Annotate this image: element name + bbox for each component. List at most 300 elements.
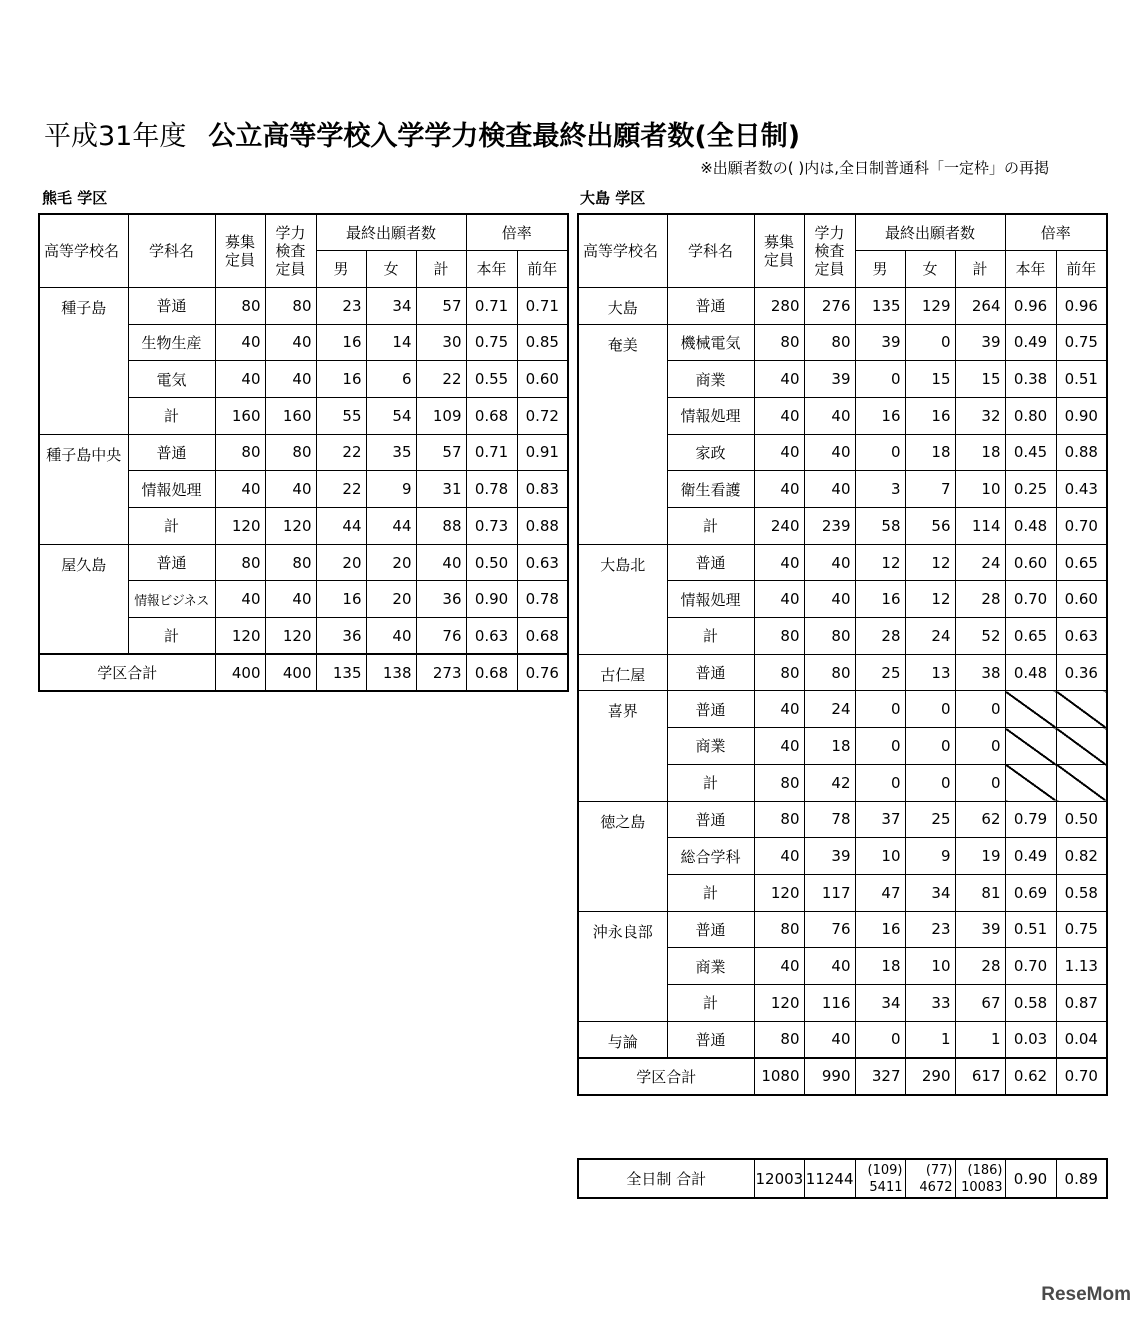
ratio-last-year-cell: 0.36 <box>1056 654 1107 691</box>
header-this-year: 本年 <box>1005 251 1056 288</box>
table-row <box>578 544 1107 581</box>
ratio-last-year-cell: 0.70 <box>1056 508 1107 545</box>
dept-cell: 普通 <box>667 287 754 324</box>
dept-cell: 生物生産 <box>128 324 215 361</box>
capacity-cell: 40 <box>215 324 265 361</box>
total-cell: 40 <box>416 544 466 581</box>
header-exam-capacity: 学力 検査 定員 <box>265 214 316 287</box>
male-cell: 25 <box>855 654 905 691</box>
ratio-last-year-cell: 0.60 <box>517 361 568 398</box>
capacity-cell: 80 <box>754 654 804 691</box>
table-row <box>578 728 1107 765</box>
exam-capacity-cell: 40 <box>804 434 855 471</box>
total-cell: 109 <box>416 397 466 434</box>
district-total-capacity-cell: 400 <box>215 654 265 691</box>
female-cell: 129 <box>905 287 955 324</box>
ratio-last-year-cell: 0.50 <box>1056 801 1107 838</box>
total-cell: 264 <box>955 287 1005 324</box>
header-last-year: 前年 <box>1056 251 1107 288</box>
district-total-row <box>578 1058 1107 1095</box>
table-row <box>578 874 1107 911</box>
ratio-this-year-cell: 0.70 <box>1005 948 1056 985</box>
school-name-cell <box>39 618 128 655</box>
male-cell: 16 <box>855 397 905 434</box>
district-total-label: 学区合計 <box>39 654 215 691</box>
grand-total-ratio-last-year: 0.89 <box>1056 1159 1107 1198</box>
exam-capacity-cell: 40 <box>265 471 316 508</box>
ratio-last-year-cell: 1.13 <box>1056 948 1107 985</box>
ratio-this-year-cell: 0.58 <box>1005 984 1056 1021</box>
school-name-cell: 沖永良部 <box>578 911 667 948</box>
total-cell: 32 <box>955 397 1005 434</box>
total-cell: 0 <box>955 764 1005 801</box>
ratio-this-year-cell: 0.63 <box>466 618 517 655</box>
ratio-this-year-cell: 0.68 <box>466 397 517 434</box>
header-exam-capacity: 学力 検査 定員 <box>804 214 855 287</box>
male-cell: 16 <box>316 361 366 398</box>
total-cell: 28 <box>955 581 1005 618</box>
ratio-last-year-cell: 0.43 <box>1056 471 1107 508</box>
table-row <box>578 1021 1107 1058</box>
exam-capacity-cell: 40 <box>804 471 855 508</box>
total-cell: 38 <box>955 654 1005 691</box>
dept-cell: 総合学科 <box>667 838 754 875</box>
exam-capacity-cell: 80 <box>265 434 316 471</box>
capacity-cell: 120 <box>215 508 265 545</box>
ratio-this-year-cell: 0.96 <box>1005 287 1056 324</box>
table-row <box>39 397 568 434</box>
district-total-ratio-this-year-cell: 0.68 <box>466 654 517 691</box>
title-year: 平成31年度 <box>44 121 187 152</box>
ratio-last-year-cell: 0.91 <box>517 434 568 471</box>
capacity-cell: 80 <box>754 801 804 838</box>
ratio-this-year-cell: 0.70 <box>1005 581 1056 618</box>
table-row <box>39 581 568 618</box>
ratio-last-year-cell: 0.87 <box>1056 984 1107 1021</box>
total-cell: 15 <box>955 361 1005 398</box>
capacity-cell: 280 <box>754 287 804 324</box>
dept-cell: 商業 <box>667 728 754 765</box>
female-cell: 0 <box>905 728 955 765</box>
female-cell: 54 <box>366 397 416 434</box>
capacity-cell: 40 <box>754 397 804 434</box>
ratio-last-year-cell: 0.85 <box>517 324 568 361</box>
total-cell: 19 <box>955 838 1005 875</box>
female-cell: 40 <box>366 618 416 655</box>
district-label-oshima: 大島 学区 <box>580 189 646 207</box>
male-cell: 36 <box>316 618 366 655</box>
capacity-cell: 80 <box>754 1021 804 1058</box>
male-cell: 28 <box>855 618 905 655</box>
ratio-this-year-cell: 0.55 <box>466 361 517 398</box>
exam-capacity-cell: 39 <box>804 361 855 398</box>
header-total: 計 <box>955 251 1005 288</box>
grand-total-male <box>855 1159 905 1198</box>
grand-total-table <box>577 1158 1108 1199</box>
school-name-cell: 大島北 <box>578 544 667 581</box>
female-cell: 25 <box>905 801 955 838</box>
female-cell: 44 <box>366 508 416 545</box>
exam-capacity-cell: 80 <box>265 544 316 581</box>
table-row <box>578 471 1107 508</box>
female-cell: 23 <box>905 911 955 948</box>
male-cell: 0 <box>855 434 905 471</box>
ratio-last-year-cell: 0.68 <box>517 618 568 655</box>
school-name-cell <box>578 984 667 1021</box>
dept-cell: 普通 <box>667 801 754 838</box>
capacity-cell: 80 <box>754 911 804 948</box>
ratio-last-year-cell: 0.88 <box>517 508 568 545</box>
total-cell: 62 <box>955 801 1005 838</box>
grand-total-male-paren: (109) <box>867 1162 903 1178</box>
female-cell: 56 <box>905 508 955 545</box>
school-name-cell <box>39 471 128 508</box>
ratio-this-year-cell: 0.73 <box>466 508 517 545</box>
table-row <box>39 287 568 324</box>
dept-cell: 普通 <box>128 287 215 324</box>
dept-cell: 情報処理 <box>128 471 215 508</box>
capacity-cell: 40 <box>754 361 804 398</box>
male-cell: 3 <box>855 471 905 508</box>
table-row <box>578 397 1107 434</box>
footnote: ※出願者数の( )内は,全日制普通科「一定枠」の再掲 <box>700 159 1049 177</box>
female-cell: 24 <box>905 618 955 655</box>
dept-cell: 家政 <box>667 434 754 471</box>
district-total-row <box>39 654 568 691</box>
total-cell: 76 <box>416 618 466 655</box>
male-cell: 34 <box>855 984 905 1021</box>
capacity-cell: 120 <box>215 618 265 655</box>
total-cell: 81 <box>955 874 1005 911</box>
capacity-cell: 80 <box>754 618 804 655</box>
male-cell: 0 <box>855 728 905 765</box>
female-cell: 33 <box>905 984 955 1021</box>
ratio-last-year-cell: 0.72 <box>517 397 568 434</box>
male-cell: 18 <box>855 948 905 985</box>
ratio-this-year-cell: 0.79 <box>1005 801 1056 838</box>
female-cell: 18 <box>905 434 955 471</box>
dept-cell: 普通 <box>128 544 215 581</box>
header-female: 女 <box>366 251 416 288</box>
table-row <box>578 838 1107 875</box>
total-cell: 1 <box>955 1021 1005 1058</box>
dept-cell: 機械電気 <box>667 324 754 361</box>
table-row <box>39 508 568 545</box>
ratio-this-year-cell: 0.80 <box>1005 397 1056 434</box>
exam-capacity-cell: 276 <box>804 287 855 324</box>
exam-capacity-cell: 40 <box>804 581 855 618</box>
dept-cell: 普通 <box>667 911 754 948</box>
school-name-cell: 大島 <box>578 287 667 324</box>
ratio-this-year-cell: 0.65 <box>1005 618 1056 655</box>
school-name-cell <box>578 581 667 618</box>
exam-capacity-cell: 40 <box>804 544 855 581</box>
exam-capacity-cell: 42 <box>804 764 855 801</box>
district-total-exam-capacity-cell: 990 <box>804 1058 855 1095</box>
ratio-last-year-cell <box>1056 728 1107 765</box>
table-row <box>39 324 568 361</box>
grand-total-total-paren: (186) <box>967 1162 1003 1178</box>
male-cell: 16 <box>316 324 366 361</box>
dept-cell: 衛生看護 <box>667 471 754 508</box>
school-name-cell: 喜界 <box>578 691 667 728</box>
district-total-ratio-last-year-cell: 0.70 <box>1056 1058 1107 1095</box>
capacity-cell: 80 <box>754 764 804 801</box>
school-name-cell <box>578 948 667 985</box>
ratio-last-year-cell: 0.83 <box>517 471 568 508</box>
grand-total-exam: 11244 <box>804 1159 855 1198</box>
capacity-cell: 120 <box>754 874 804 911</box>
capacity-cell: 40 <box>754 471 804 508</box>
school-name-cell: 種子島 <box>39 287 128 324</box>
table-row <box>39 361 568 398</box>
female-cell: 12 <box>905 544 955 581</box>
grand-total-total-value: 10083 <box>961 1179 1003 1195</box>
capacity-cell: 80 <box>754 324 804 361</box>
school-name-cell: 古仁屋 <box>578 654 667 691</box>
district-total-female-cell: 138 <box>366 654 416 691</box>
capacity-cell: 80 <box>215 287 265 324</box>
table-row <box>578 801 1107 838</box>
dept-cell: 計 <box>667 874 754 911</box>
table-row <box>578 287 1107 324</box>
header-school: 高等学校名 <box>578 214 667 287</box>
header-capacity: 募集 定員 <box>215 214 265 287</box>
dept-cell: 計 <box>667 618 754 655</box>
capacity-cell: 40 <box>215 581 265 618</box>
grand-total-female-paren: (77) <box>925 1162 953 1178</box>
exam-capacity-cell: 40 <box>265 324 316 361</box>
ratio-last-year-cell <box>1056 691 1107 728</box>
school-name-cell: 種子島中央 <box>39 434 128 471</box>
male-cell: 58 <box>855 508 905 545</box>
capacity-cell: 40 <box>754 544 804 581</box>
table-row <box>39 544 568 581</box>
header-total: 計 <box>416 251 466 288</box>
district-total-ratio-this-year-cell: 0.62 <box>1005 1058 1056 1095</box>
ratio-last-year-cell: 0.58 <box>1056 874 1107 911</box>
ratio-this-year-cell: 0.48 <box>1005 654 1056 691</box>
table-row <box>578 361 1107 398</box>
dept-cell: 普通 <box>667 654 754 691</box>
male-cell: 0 <box>855 764 905 801</box>
total-cell: 57 <box>416 287 466 324</box>
total-cell: 52 <box>955 618 1005 655</box>
exam-capacity-cell: 80 <box>804 618 855 655</box>
table-row <box>578 324 1107 361</box>
capacity-cell: 40 <box>754 581 804 618</box>
ratio-this-year-cell: 0.71 <box>466 287 517 324</box>
header-this-year: 本年 <box>466 251 517 288</box>
school-name-cell <box>39 508 128 545</box>
ratio-this-year-cell: 0.60 <box>1005 544 1056 581</box>
table-row <box>578 948 1107 985</box>
total-cell: 67 <box>955 984 1005 1021</box>
school-name-cell: 奄美 <box>578 324 667 361</box>
ratio-last-year-cell: 0.82 <box>1056 838 1107 875</box>
table-row <box>39 618 568 655</box>
exam-capacity-cell: 24 <box>804 691 855 728</box>
dept-cell: 計 <box>128 618 215 655</box>
ratio-last-year-cell: 0.65 <box>1056 544 1107 581</box>
dept-cell: 普通 <box>667 544 754 581</box>
male-cell: 0 <box>855 361 905 398</box>
table-row <box>39 434 568 471</box>
table-row <box>578 764 1107 801</box>
table-row <box>578 434 1107 471</box>
district-total-male-cell: 135 <box>316 654 366 691</box>
dept-cell: 商業 <box>667 361 754 398</box>
exam-capacity-cell: 40 <box>265 581 316 618</box>
capacity-cell: 40 <box>754 838 804 875</box>
ratio-this-year-cell: 0.90 <box>466 581 517 618</box>
school-name-cell: 徳之島 <box>578 801 667 838</box>
total-cell: 28 <box>955 948 1005 985</box>
grand-total-total <box>955 1159 1005 1198</box>
male-cell: 0 <box>855 691 905 728</box>
exam-capacity-cell: 80 <box>804 654 855 691</box>
dept-cell: 商業 <box>667 948 754 985</box>
ratio-this-year-cell: 0.71 <box>466 434 517 471</box>
male-cell: 22 <box>316 434 366 471</box>
ratio-last-year-cell: 0.71 <box>517 287 568 324</box>
header-dept: 学科名 <box>667 214 754 287</box>
total-cell: 114 <box>955 508 1005 545</box>
exam-capacity-cell: 239 <box>804 508 855 545</box>
oshima-table <box>577 213 1108 1096</box>
exam-capacity-cell: 76 <box>804 911 855 948</box>
district-total-label: 学区合計 <box>578 1058 754 1095</box>
total-cell: 31 <box>416 471 466 508</box>
capacity-cell: 80 <box>215 544 265 581</box>
ratio-last-year-cell: 0.63 <box>1056 618 1107 655</box>
dept-cell: 計 <box>128 508 215 545</box>
ratio-this-year-cell: 0.38 <box>1005 361 1056 398</box>
ratio-last-year-cell <box>1056 764 1107 801</box>
dept-cell: 普通 <box>128 434 215 471</box>
header-ratio: 倍率 <box>466 214 568 251</box>
school-name-cell <box>578 434 667 471</box>
total-cell: 22 <box>416 361 466 398</box>
capacity-cell: 40 <box>215 471 265 508</box>
district-total-female-cell: 290 <box>905 1058 955 1095</box>
exam-capacity-cell: 80 <box>804 324 855 361</box>
district-total-exam-capacity-cell: 400 <box>265 654 316 691</box>
school-name-cell <box>578 764 667 801</box>
exam-capacity-cell: 40 <box>265 361 316 398</box>
table-row <box>578 508 1107 545</box>
total-cell: 0 <box>955 728 1005 765</box>
male-cell: 135 <box>855 287 905 324</box>
dept-cell: 情報処理 <box>667 397 754 434</box>
dept-cell: 計 <box>667 508 754 545</box>
header-last-year: 前年 <box>517 251 568 288</box>
female-cell: 9 <box>366 471 416 508</box>
exam-capacity-cell: 120 <box>265 508 316 545</box>
dept-cell: 計 <box>128 397 215 434</box>
female-cell: 1 <box>905 1021 955 1058</box>
exam-capacity-cell: 160 <box>265 397 316 434</box>
ratio-this-year-cell: 0.25 <box>1005 471 1056 508</box>
kumage-table <box>38 213 569 692</box>
female-cell: 34 <box>366 287 416 324</box>
exam-capacity-cell: 18 <box>804 728 855 765</box>
dept-cell: 計 <box>667 984 754 1021</box>
exam-capacity-cell: 40 <box>804 1021 855 1058</box>
female-cell: 35 <box>366 434 416 471</box>
male-cell: 20 <box>316 544 366 581</box>
female-cell: 0 <box>905 691 955 728</box>
grand-total-ratio-this-year: 0.90 <box>1005 1159 1056 1198</box>
male-cell: 44 <box>316 508 366 545</box>
male-cell: 16 <box>316 581 366 618</box>
page-title <box>44 114 800 153</box>
female-cell: 6 <box>366 361 416 398</box>
dept-cell: 普通 <box>667 691 754 728</box>
school-name-cell: 屋久島 <box>39 544 128 581</box>
total-cell: 36 <box>416 581 466 618</box>
capacity-cell: 120 <box>754 984 804 1021</box>
female-cell: 20 <box>366 544 416 581</box>
table-row <box>578 691 1107 728</box>
female-cell: 9 <box>905 838 955 875</box>
exam-capacity-cell: 40 <box>804 948 855 985</box>
school-name-cell <box>578 508 667 545</box>
ratio-last-year-cell: 0.04 <box>1056 1021 1107 1058</box>
ratio-this-year-cell: 0.75 <box>466 324 517 361</box>
table-row <box>39 471 568 508</box>
grand-total-male-value: 5411 <box>869 1179 903 1195</box>
table-row <box>578 654 1107 691</box>
total-cell: 18 <box>955 434 1005 471</box>
male-cell: 0 <box>855 1021 905 1058</box>
ratio-this-year-cell: 0.49 <box>1005 838 1056 875</box>
ratio-last-year-cell: 0.88 <box>1056 434 1107 471</box>
female-cell: 0 <box>905 324 955 361</box>
school-name-cell: 与論 <box>578 1021 667 1058</box>
female-cell: 12 <box>905 581 955 618</box>
dept-cell: 情報処理 <box>667 581 754 618</box>
female-cell: 20 <box>366 581 416 618</box>
ratio-this-year-cell: 0.49 <box>1005 324 1056 361</box>
total-cell: 57 <box>416 434 466 471</box>
capacity-cell: 240 <box>754 508 804 545</box>
ratio-this-year-cell: 0.51 <box>1005 911 1056 948</box>
female-cell: 15 <box>905 361 955 398</box>
district-total-capacity-cell: 1080 <box>754 1058 804 1095</box>
grand-total-female-value: 4672 <box>919 1179 953 1195</box>
capacity-cell: 40 <box>754 434 804 471</box>
school-name-cell <box>578 728 667 765</box>
grand-total-female <box>905 1159 955 1198</box>
table-row <box>578 618 1107 655</box>
header-male: 男 <box>855 251 905 288</box>
header-female: 女 <box>905 251 955 288</box>
grand-total-capacity: 12003 <box>754 1159 804 1198</box>
dept-cell: 計 <box>667 764 754 801</box>
male-cell: 16 <box>855 911 905 948</box>
ratio-this-year-cell: 0.69 <box>1005 874 1056 911</box>
district-total-male-cell: 327 <box>855 1058 905 1095</box>
female-cell: 0 <box>905 764 955 801</box>
total-cell: 88 <box>416 508 466 545</box>
school-name-cell <box>39 324 128 361</box>
ratio-last-year-cell: 0.60 <box>1056 581 1107 618</box>
table-row <box>578 581 1107 618</box>
header-ratio: 倍率 <box>1005 214 1107 251</box>
female-cell: 7 <box>905 471 955 508</box>
male-cell: 55 <box>316 397 366 434</box>
